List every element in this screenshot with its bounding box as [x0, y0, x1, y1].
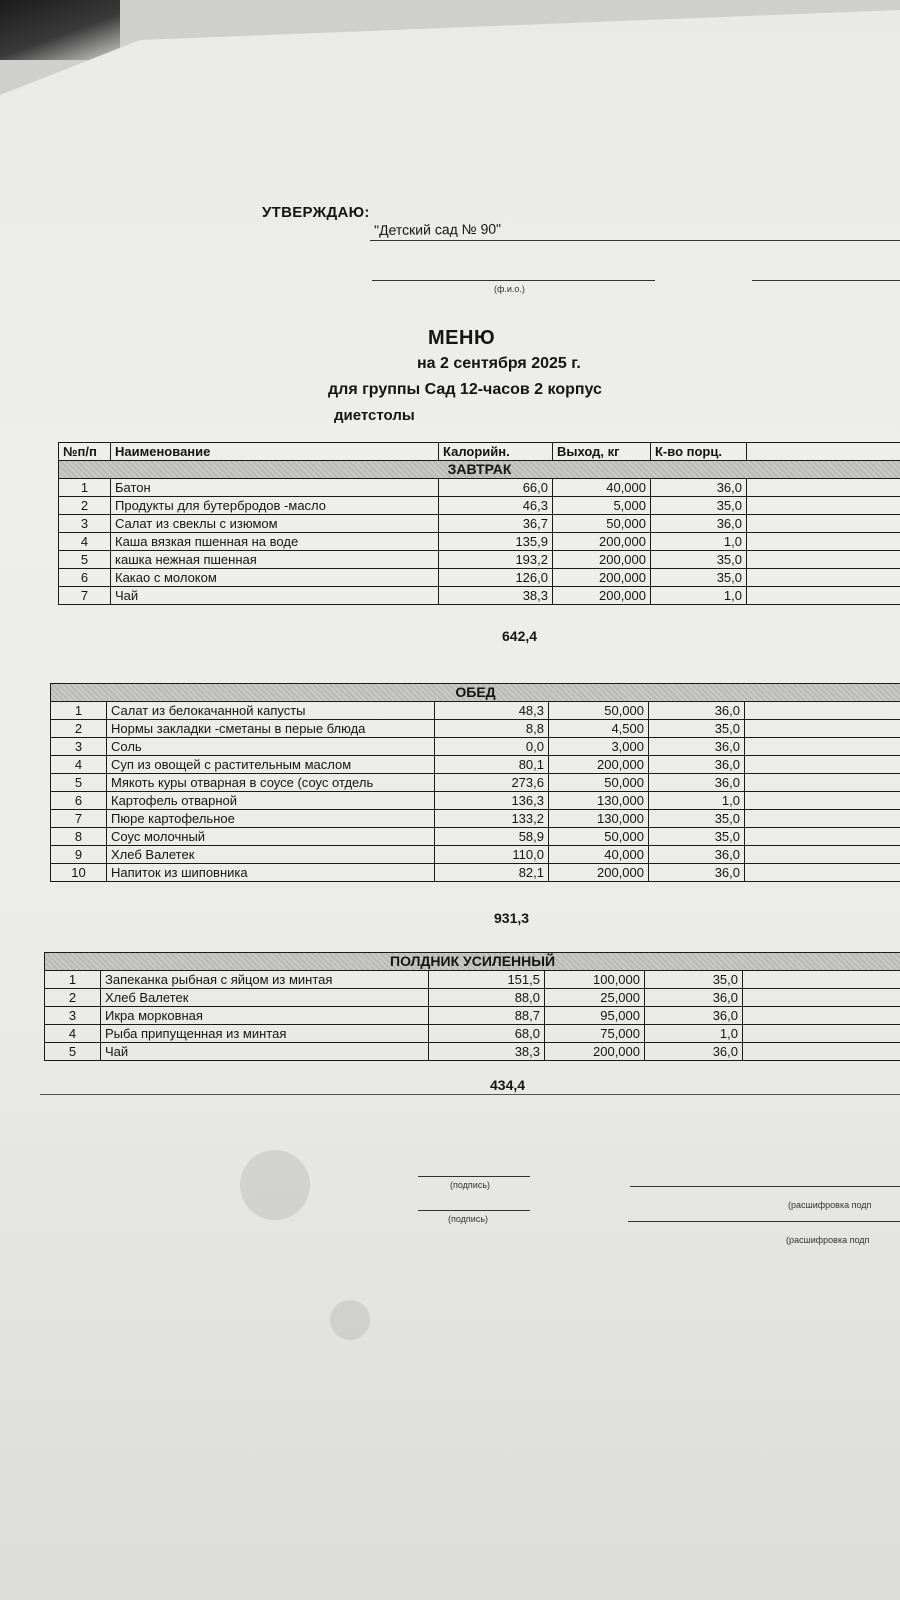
item-name: Каша вязкая пшенная на воде — [111, 533, 439, 551]
item-output: 75,000 — [545, 1025, 645, 1043]
item-calories: 68,0 — [429, 1025, 545, 1043]
fio-line-right — [752, 280, 900, 281]
empty-cell — [747, 569, 900, 587]
table-row — [59, 569, 900, 587]
table-row — [51, 846, 900, 864]
item-output: 95,000 — [545, 1007, 645, 1025]
item-name: Батон — [111, 479, 439, 497]
item-number: 4 — [45, 1025, 101, 1043]
item-portions: 35,0 — [645, 971, 743, 989]
table-row — [51, 792, 900, 810]
item-number: 1 — [59, 479, 111, 497]
item-calories: 88,0 — [429, 989, 545, 1007]
item-portions: 36,0 — [651, 479, 747, 497]
organization-name: "Детский сад № 90" — [374, 220, 502, 238]
item-output: 200,000 — [549, 756, 649, 774]
table-row — [59, 587, 900, 605]
item-portions: 35,0 — [649, 720, 745, 738]
table-row — [51, 864, 900, 882]
item-calories: 151,5 — [429, 971, 545, 989]
item-name: Картофель отварной — [107, 792, 435, 810]
empty-cell — [745, 702, 900, 720]
col-calories: Калорийн. — [439, 443, 553, 461]
item-name: Хлеб Валетек — [101, 989, 429, 1007]
item-output: 130,000 — [549, 810, 649, 828]
empty-cell — [745, 828, 900, 846]
lunch-table — [50, 683, 900, 882]
item-name: Чай — [111, 587, 439, 605]
item-calories: 46,3 — [439, 497, 553, 515]
lunch-total: 931,3 — [494, 910, 530, 926]
item-number: 2 — [45, 989, 101, 1007]
item-portions: 36,0 — [649, 846, 745, 864]
table-row — [59, 479, 900, 497]
show-through-mark — [330, 1300, 370, 1340]
item-name: Запеканка рыбная с яйцом из минтая — [101, 971, 429, 989]
table-row — [45, 1007, 900, 1025]
empty-cell — [747, 515, 900, 533]
empty-cell — [743, 1043, 900, 1061]
empty-cell — [747, 497, 900, 515]
decode-caption-2: (расшифровка подп — [786, 1235, 870, 1245]
empty-cell — [743, 1007, 900, 1025]
col-portions: К-во порц. — [651, 443, 747, 461]
item-name: Хлеб Валетек — [107, 846, 435, 864]
item-name: Рыба припущенная из минтая — [101, 1025, 429, 1043]
item-number: 3 — [45, 1007, 101, 1025]
item-calories: 0,0 — [435, 738, 549, 756]
decode-line-1 — [630, 1186, 900, 1187]
table-row — [45, 971, 900, 989]
item-output: 200,000 — [553, 533, 651, 551]
decode-caption-1: (расшифровка подп — [788, 1200, 872, 1210]
item-output: 100,000 — [545, 971, 645, 989]
item-name: Напиток из шиповника — [107, 864, 435, 882]
menu-type: диетстолы — [334, 407, 415, 424]
empty-cell — [745, 846, 900, 864]
signature-caption-2: (подпись) — [448, 1214, 489, 1224]
item-name: Суп из овощей с растительным маслом — [107, 756, 435, 774]
item-name: Икра морковная — [101, 1007, 429, 1025]
decode-line-2 — [628, 1221, 900, 1222]
menu-date: на 2 сентября 2025 г. — [417, 355, 581, 372]
item-number: 2 — [59, 497, 111, 515]
item-output: 200,000 — [545, 1043, 645, 1061]
item-portions: 35,0 — [649, 810, 745, 828]
item-number: 6 — [59, 569, 111, 587]
item-number: 5 — [45, 1043, 101, 1061]
table-row — [59, 497, 900, 515]
empty-cell — [745, 756, 900, 774]
section-row — [59, 461, 900, 479]
item-calories: 38,3 — [429, 1043, 545, 1061]
table-row — [51, 756, 900, 774]
section-row — [45, 953, 900, 971]
item-name: Чай — [101, 1043, 429, 1061]
item-number: 5 — [59, 551, 111, 569]
item-number: 4 — [59, 533, 111, 551]
item-name: Пюре картофельное — [107, 810, 435, 828]
item-output: 3,000 — [549, 738, 649, 756]
item-portions: 36,0 — [649, 702, 745, 720]
empty-cell — [745, 810, 900, 828]
bottom-rule — [40, 1094, 900, 1095]
breakfast-table — [58, 442, 900, 605]
item-calories: 48,3 — [435, 702, 549, 720]
table-row — [59, 533, 900, 551]
table-row — [51, 810, 900, 828]
empty-cell — [743, 1025, 900, 1043]
item-calories: 126,0 — [439, 569, 553, 587]
empty-cell — [743, 971, 900, 989]
organization-line — [370, 240, 900, 241]
item-calories: 80,1 — [435, 756, 549, 774]
item-output: 200,000 — [553, 551, 651, 569]
item-portions: 36,0 — [649, 864, 745, 882]
empty-cell — [747, 551, 900, 569]
item-portions: 1,0 — [651, 533, 747, 551]
table-row — [59, 515, 900, 533]
item-number: 3 — [59, 515, 111, 533]
col-output: Выход, кг — [553, 443, 651, 461]
item-portions: 36,0 — [651, 515, 747, 533]
item-portions: 36,0 — [649, 756, 745, 774]
item-portions: 35,0 — [651, 551, 747, 569]
item-portions: 1,0 — [651, 587, 747, 605]
item-output: 50,000 — [549, 828, 649, 846]
item-number: 8 — [51, 828, 107, 846]
empty-cell — [745, 738, 900, 756]
item-number: 9 — [51, 846, 107, 864]
empty-cell — [743, 989, 900, 1007]
item-number: 5 — [51, 774, 107, 792]
table-row — [51, 738, 900, 756]
empty-cell — [745, 774, 900, 792]
item-portions: 35,0 — [651, 497, 747, 515]
table-row — [45, 1025, 900, 1043]
item-calories: 273,6 — [435, 774, 549, 792]
item-calories: 38,3 — [439, 587, 553, 605]
col-number: №п/п — [59, 443, 111, 461]
item-calories: 66,0 — [439, 479, 553, 497]
item-portions: 36,0 — [645, 1007, 743, 1025]
item-calories: 135,9 — [439, 533, 553, 551]
item-output: 50,000 — [553, 515, 651, 533]
empty-cell — [745, 792, 900, 810]
fio-line — [372, 280, 655, 281]
item-output: 40,000 — [553, 479, 651, 497]
item-output: 40,000 — [549, 846, 649, 864]
item-portions: 36,0 — [649, 738, 745, 756]
item-portions: 1,0 — [649, 792, 745, 810]
empty-cell — [745, 720, 900, 738]
page-title: МЕНЮ — [428, 327, 496, 349]
signature-caption-1: (подпись) — [450, 1180, 491, 1190]
empty-cell — [747, 587, 900, 605]
breakfast-total: 642,4 — [502, 628, 538, 644]
item-output: 5,000 — [553, 497, 651, 515]
table-row — [59, 551, 900, 569]
item-number: 3 — [51, 738, 107, 756]
item-calories: 88,7 — [429, 1007, 545, 1025]
table-row — [51, 720, 900, 738]
table-edge-shadow — [0, 0, 120, 60]
item-output: 50,000 — [549, 774, 649, 792]
col-name: Наименование — [111, 443, 439, 461]
empty-cell — [745, 864, 900, 882]
signature-line-2 — [418, 1210, 530, 1211]
item-portions: 35,0 — [651, 569, 747, 587]
table-row — [51, 828, 900, 846]
item-name: Нормы закладки -сметаны в перые блюда — [107, 720, 435, 738]
item-calories: 136,3 — [435, 792, 549, 810]
item-portions: 1,0 — [645, 1025, 743, 1043]
item-number: 1 — [45, 971, 101, 989]
item-number: 7 — [59, 587, 111, 605]
item-number: 10 — [51, 864, 107, 882]
snack-total: 434,4 — [490, 1077, 526, 1093]
item-number: 2 — [51, 720, 107, 738]
item-name: кашка нежная пшенная — [111, 551, 439, 569]
table-row — [51, 774, 900, 792]
item-number: 1 — [51, 702, 107, 720]
empty-cell — [747, 479, 900, 497]
fio-caption: (ф.и.о.) — [494, 284, 525, 294]
item-calories: 133,2 — [435, 810, 549, 828]
item-name: Продукты для бутербродов -масло — [111, 497, 439, 515]
item-calories: 82,1 — [435, 864, 549, 882]
section-row — [51, 684, 900, 702]
empty-cell — [747, 533, 900, 551]
item-name: Соль — [107, 738, 435, 756]
item-name: Какао с молоком — [111, 569, 439, 587]
item-portions: 36,0 — [645, 1043, 743, 1061]
lunch-title: ОБЕД — [51, 684, 900, 702]
item-output: 200,000 — [553, 587, 651, 605]
item-calories: 58,9 — [435, 828, 549, 846]
item-output: 4,500 — [549, 720, 649, 738]
item-name: Соус молочный — [107, 828, 435, 846]
item-name: Салат из свеклы с изюмом — [111, 515, 439, 533]
item-calories: 8,8 — [435, 720, 549, 738]
signature-line-1 — [418, 1176, 530, 1177]
item-output: 25,000 — [545, 989, 645, 1007]
item-output: 200,000 — [549, 864, 649, 882]
approve-label: УТВЕРЖДАЮ: — [262, 204, 370, 221]
item-name: Мякоть куры отварная в соусе (соус отдель — [107, 774, 435, 792]
table-row — [51, 702, 900, 720]
item-name: Салат из белокачанной капусты — [107, 702, 435, 720]
item-calories: 193,2 — [439, 551, 553, 569]
item-calories: 36,7 — [439, 515, 553, 533]
show-through-circle — [240, 1150, 310, 1220]
table-header-row — [59, 443, 900, 461]
item-number: 4 — [51, 756, 107, 774]
item-output: 50,000 — [549, 702, 649, 720]
item-portions: 35,0 — [649, 828, 745, 846]
item-number: 6 — [51, 792, 107, 810]
snack-table — [44, 952, 900, 1061]
item-output: 130,000 — [549, 792, 649, 810]
table-row — [45, 1043, 900, 1061]
item-portions: 36,0 — [645, 989, 743, 1007]
item-portions: 36,0 — [649, 774, 745, 792]
breakfast-title: ЗАВТРАК — [59, 461, 900, 479]
snack-title: ПОЛДНИК УСИЛЕННЫЙ — [45, 953, 900, 971]
menu-group: для группы Сад 12-часов 2 корпус — [328, 381, 602, 398]
table-row — [45, 989, 900, 1007]
item-output: 200,000 — [553, 569, 651, 587]
item-calories: 110,0 — [435, 846, 549, 864]
item-number: 7 — [51, 810, 107, 828]
